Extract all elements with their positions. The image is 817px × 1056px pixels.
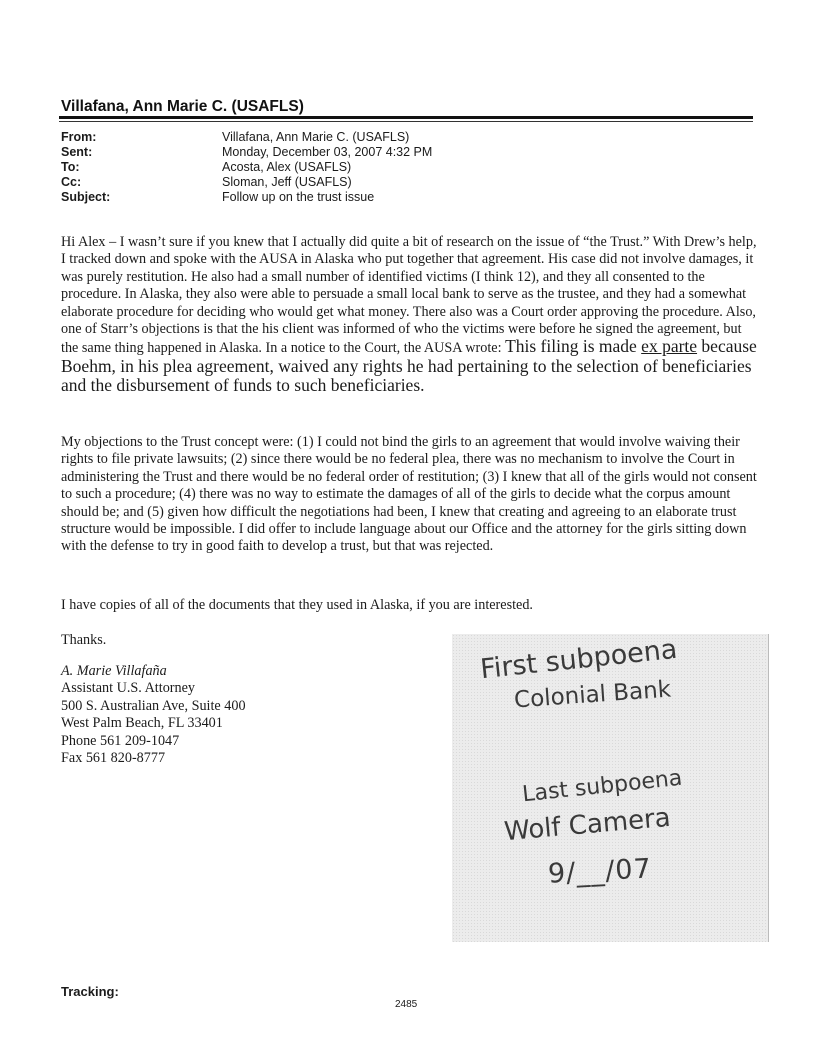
quoted-filing-end: because Boehm, in his plea agreement, waived any rights he had pertaining to the selection of beneficiaries and the disbursement of funds to such beneficiaries. [61, 336, 757, 396]
note-line-1: First subpoena [478, 633, 679, 686]
from-value: Villafana, Ann Marie C. (USAFLS) [222, 130, 410, 144]
sent-label: Sent: [61, 145, 93, 159]
signature-name: A. Marie Villafaña [61, 663, 167, 679]
body-paragraph-2: My objections to the Trust concept were: (1) I could not bind the girls to an agreement that would involve waiving their rights to file private lawsuits; (2) since there would be no federal plea, there was no mechanism to involve the Court in administering the Trust and there would be no federal order of restitution; (3) I knew that all of the girls would not consent to such a procedure; (4) there was no way to estimate the damages of all of the girls to decide what the corpus amount should be; and (5) given how difficult the negotiations had been, I knew that creating and agreeing to an elaborate trust structure would be impossible. I did offer to include language about our Office and the attorney for the girls sitting down with the defense to try in good faith to develop a trust, but that was rejected. [61, 434, 757, 555]
cc-label: Cc: [61, 175, 82, 189]
signature-title: Assistant U.S. Attorney [61, 680, 195, 697]
closing-thanks: Thanks. [61, 632, 107, 648]
to-value: Acosta, Alex (USAFLS) [222, 160, 352, 174]
subject-value: Follow up on the trust issue [222, 190, 375, 204]
subject-label: Subject: [61, 190, 111, 204]
header-rule-thick [59, 116, 753, 119]
body-paragraph-1 [61, 234, 761, 397]
signature-fax: Fax 561 820-8777 [61, 750, 166, 767]
from-label: From: [61, 130, 97, 144]
cc-value: Sloman, Jeff (USAFLS) [222, 175, 352, 189]
paragraph-1-text: Hi Alex – I wasn’t sure if you knew that I actually did quite a bit of research on the issue of “the Trust.” With Drew’s help, I tracked down and spoke with the AUSA in Alaska who put together that agreement. His case did not involve damages, it was purely restitution. He also had a small number of identified victims (I think 12), and they all consented to the procedure. In Alaska, they also were able to persuade a small local bank to serve as the trustee, and they had a somewhat elaborate procedure for deciding who would get what money. There also was a Court order approving the procedure. Also, one of Starr’s objections is that the his client was informed of who the victims were before he signed the agreement, but the same thing happened in Alaska. In a notice to the Court, the AUSA wrote: [61, 234, 757, 357]
signature-block [61, 663, 246, 767]
note-line-5: 9/__/07 [547, 853, 653, 890]
note-line-4: Wolf Camera [503, 802, 672, 848]
signature-address-line-1: 500 S. Australian Ave, Suite 400 [61, 697, 246, 714]
ex-parte-underlined: ex parte [641, 336, 698, 357]
body-paragraph-3: I have copies of all of the documents that they used in Alaska, if you are interested. [61, 597, 533, 613]
signature-address-line-2: West Palm Beach, FL 33401 [61, 715, 223, 732]
sent-value: Monday, December 03, 2007 4:32 PM [222, 145, 433, 159]
note-line-2: Colonial Bank [513, 676, 672, 714]
note-line-3: Last subpoena [521, 765, 684, 808]
signature-phone: Phone 561 209-1047 [61, 732, 180, 749]
quoted-filing-start: This filing is made [505, 336, 642, 357]
handwritten-sticky-note [452, 634, 769, 942]
sender-name: Villafana, Ann Marie C. (USAFLS) [61, 98, 304, 115]
header-rule-thin [59, 121, 753, 122]
tracking-label: Tracking: [61, 984, 119, 999]
to-label: To: [61, 160, 80, 174]
page-number: 2485 [395, 999, 418, 1010]
